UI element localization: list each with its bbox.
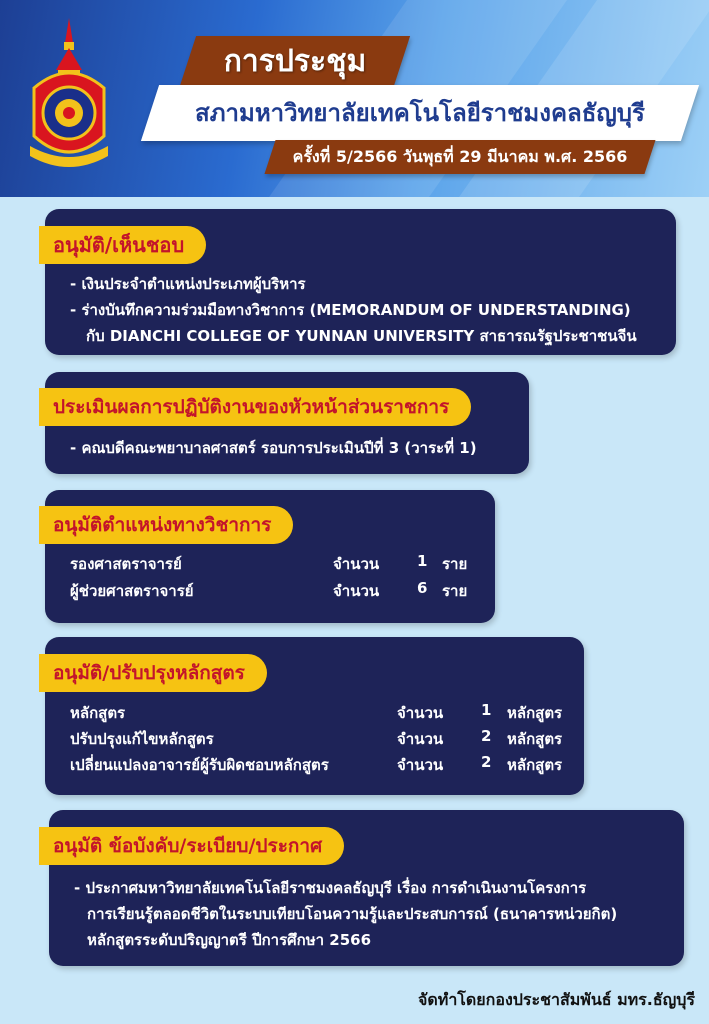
section-tag: อนุมัติตำแหน่งทางวิชาการ	[39, 506, 293, 544]
row-label: ผู้ช่วยศาสตราจารย์	[70, 582, 194, 600]
section-approval-card	[45, 209, 676, 355]
university-name: สภามหาวิทยาลัยเทคโนโลยีราชมงคลธัญบุรี	[195, 99, 645, 127]
list-item: การเรียนรู้ตลอดชีวิตในระบบเทียบโอนความรู้และประสบการณ์ (ธนาคารหน่วยกิต)	[87, 905, 618, 923]
row-word: จำนวน	[333, 555, 380, 573]
university-logo-icon	[24, 18, 114, 178]
row-label: ปรับปรุงแก้ไขหลักสูตร	[70, 730, 214, 748]
list-item: - ร่างบันทึกความร่วมมือทางวิชาการ (MEMORANDUM OF UNDERSTANDING)	[70, 301, 631, 319]
section-evaluation-card	[45, 372, 529, 474]
footer-credit: จัดทำโดยกองประชาสัมพันธ์ มทร.ธัญบุรี	[418, 990, 695, 1009]
section-tag: อนุมัติ/ปรับปรุงหลักสูตร	[39, 654, 267, 692]
row-unit: ราย	[442, 555, 468, 573]
page-title: การประชุม	[223, 44, 367, 79]
session-date: ครั้งที่ 5/2566 วันพุธที่ 29 มีนาคม พ.ศ. 2566	[292, 147, 628, 166]
row-count: 6	[417, 579, 428, 597]
section-tag: ประเมินผลการปฏิบัติงานของหัวหน้าส่วนราชการ	[39, 388, 471, 426]
row-count: 1	[417, 552, 428, 570]
row-word: จำนวน	[397, 730, 444, 748]
row-label: รองศาสตราจารย์	[70, 555, 182, 573]
row-word: จำนวน	[397, 704, 444, 722]
list-item: - ประกาศมหาวิทยาลัยเทคโนโลยีราชมงคลธัญบุรี เรื่อง การดำเนินงานโครงการ	[74, 879, 587, 897]
list-item: กับ DIANCHI COLLEGE OF YUNNAN UNIVERSITY สาธารณรัฐประชาชนจีน	[86, 327, 637, 345]
row-unit: ราย	[442, 582, 468, 600]
header-banner	[0, 0, 709, 197]
list-item: หลักสูตรระดับปริญญาตรี ปีการศึกษา 2566	[87, 931, 372, 949]
row-unit: หลักสูตร	[507, 704, 563, 722]
list-item: - คณบดีคณะพยาบาลศาสตร์ รอบการประเมินปีที่ 3 (วาระที่ 1)	[70, 439, 477, 457]
row-word: จำนวน	[397, 756, 444, 774]
list-item: - เงินประจำตำแหน่งประเภทผู้บริหาร	[70, 275, 306, 293]
section-tag: อนุมัติ/เห็นชอบ	[39, 226, 206, 264]
row-unit: หลักสูตร	[507, 730, 563, 748]
section-tag: อนุมัติ ข้อบังคับ/ระเบียบ/ประกาศ	[39, 827, 344, 865]
section-academic-position-card	[45, 490, 495, 623]
row-label: เปลี่ยนแปลงอาจารย์ผู้รับผิดชอบหลักสูตร	[70, 756, 329, 774]
row-count: 2	[481, 753, 492, 771]
row-word: จำนวน	[333, 582, 380, 600]
row-count: 2	[481, 727, 492, 745]
row-count: 1	[481, 701, 492, 719]
row-unit: หลักสูตร	[507, 756, 563, 774]
section-curriculum-card	[45, 637, 584, 795]
row-label: หลักสูตร	[70, 704, 126, 722]
section-regulations-card	[49, 810, 684, 966]
